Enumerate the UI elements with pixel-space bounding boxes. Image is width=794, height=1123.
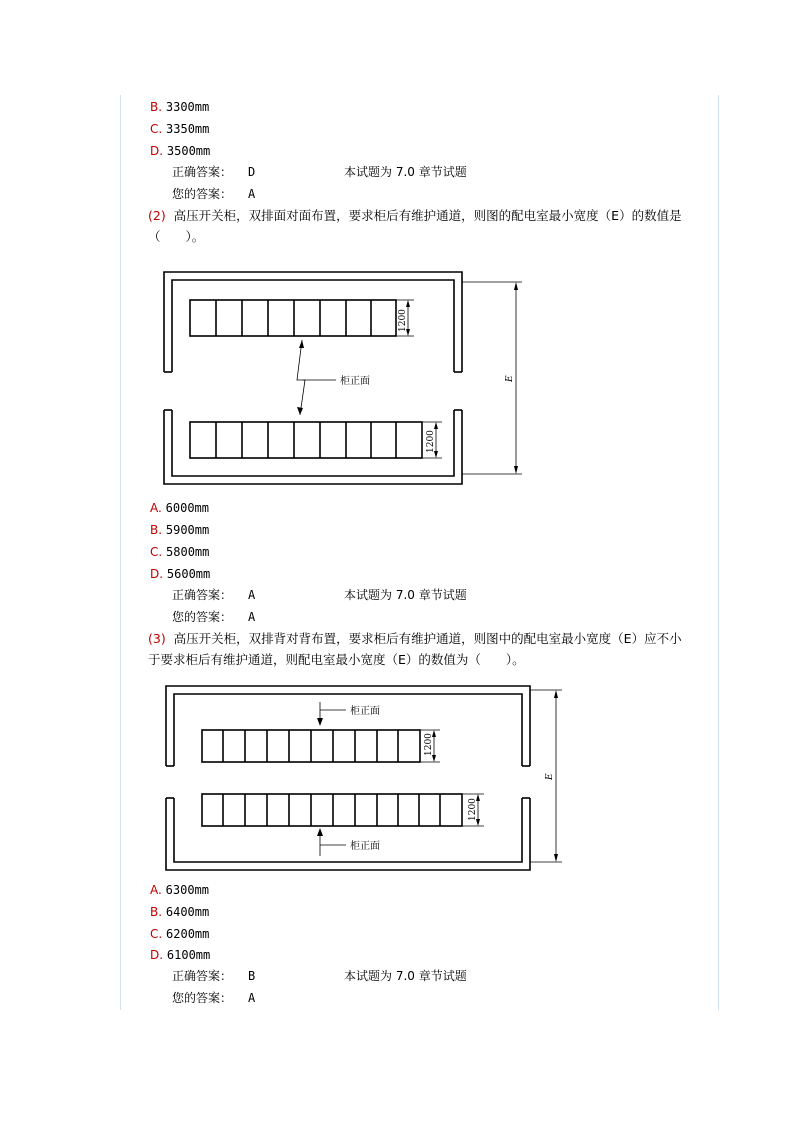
q2-option-c[interactable]: C. 5800mm — [150, 545, 210, 559]
q2-your-answer-row: 您的答案： A — [172, 610, 256, 624]
q3-option-c[interactable]: C. 6200mm — [150, 927, 210, 941]
front-label: 柜正面 — [340, 376, 370, 387]
dim-top-label: 1200 — [398, 309, 408, 332]
e-label: E — [505, 375, 515, 382]
dim-bottom-label: 1200 — [426, 430, 436, 453]
e-label: E — [545, 773, 555, 780]
front-label-top: 柜正面 — [350, 706, 380, 717]
option-d[interactable]: D. 3500mm — [150, 144, 211, 158]
left-border — [120, 95, 121, 1010]
section-info: 本试题为 7.0 章节试题 — [344, 165, 467, 179]
dim-top-label: 1200 — [424, 733, 434, 756]
option-c[interactable]: C. 3350mm — [150, 122, 210, 136]
question-2-text: (2) 高压开关柜，双排面对面布置，要求柜后有维护通道，则图的配电室最小宽度（E）的数值是（ ）。 — [148, 208, 682, 244]
q3-correct-answer-row: 正确答案： B 本试题为 7.0 章节试题 — [172, 969, 467, 983]
q3-option-b[interactable]: B. 6400mm — [150, 905, 210, 919]
option-b[interactable]: B. 3300mm — [150, 100, 210, 114]
correct-answer-row: 正确答案： D 本试题为 7.0 章节试题 — [172, 165, 467, 179]
q2-option-a[interactable]: A. 6000mm — [150, 501, 209, 515]
figure-face-to-face — [150, 260, 540, 490]
q2-correct-answer-row: 正确答案： A 本试题为 7.0 章节试题 — [172, 588, 467, 602]
section-info: 本试题为 7.0 章节试题 — [344, 588, 467, 602]
q2-option-d[interactable]: D. 5600mm — [150, 567, 211, 581]
dim-bottom-label: 1200 — [468, 798, 478, 821]
question-3-text: (3) 高压开关柜，双排背对背布置，要求柜后有维护通道，则图中的配电室最小宽度（E）应不小于要求柜后有维护通道，则配电室最小宽度（E）的数值为（ ）。 — [148, 631, 682, 667]
q3-your-answer-row: 您的答案： A — [172, 991, 256, 1005]
q3-option-a[interactable]: A. 6300mm — [150, 883, 209, 897]
right-border — [718, 95, 719, 1010]
q2-option-b[interactable]: B. 5900mm — [150, 523, 210, 537]
section-info: 本试题为 7.0 章节试题 — [344, 969, 467, 983]
q3-option-d[interactable]: D. 6100mm — [150, 948, 211, 962]
your-answer-row: 您的答案： A — [172, 187, 256, 201]
front-label-bottom: 柜正面 — [350, 841, 380, 852]
figure-back-to-back — [150, 680, 570, 875]
